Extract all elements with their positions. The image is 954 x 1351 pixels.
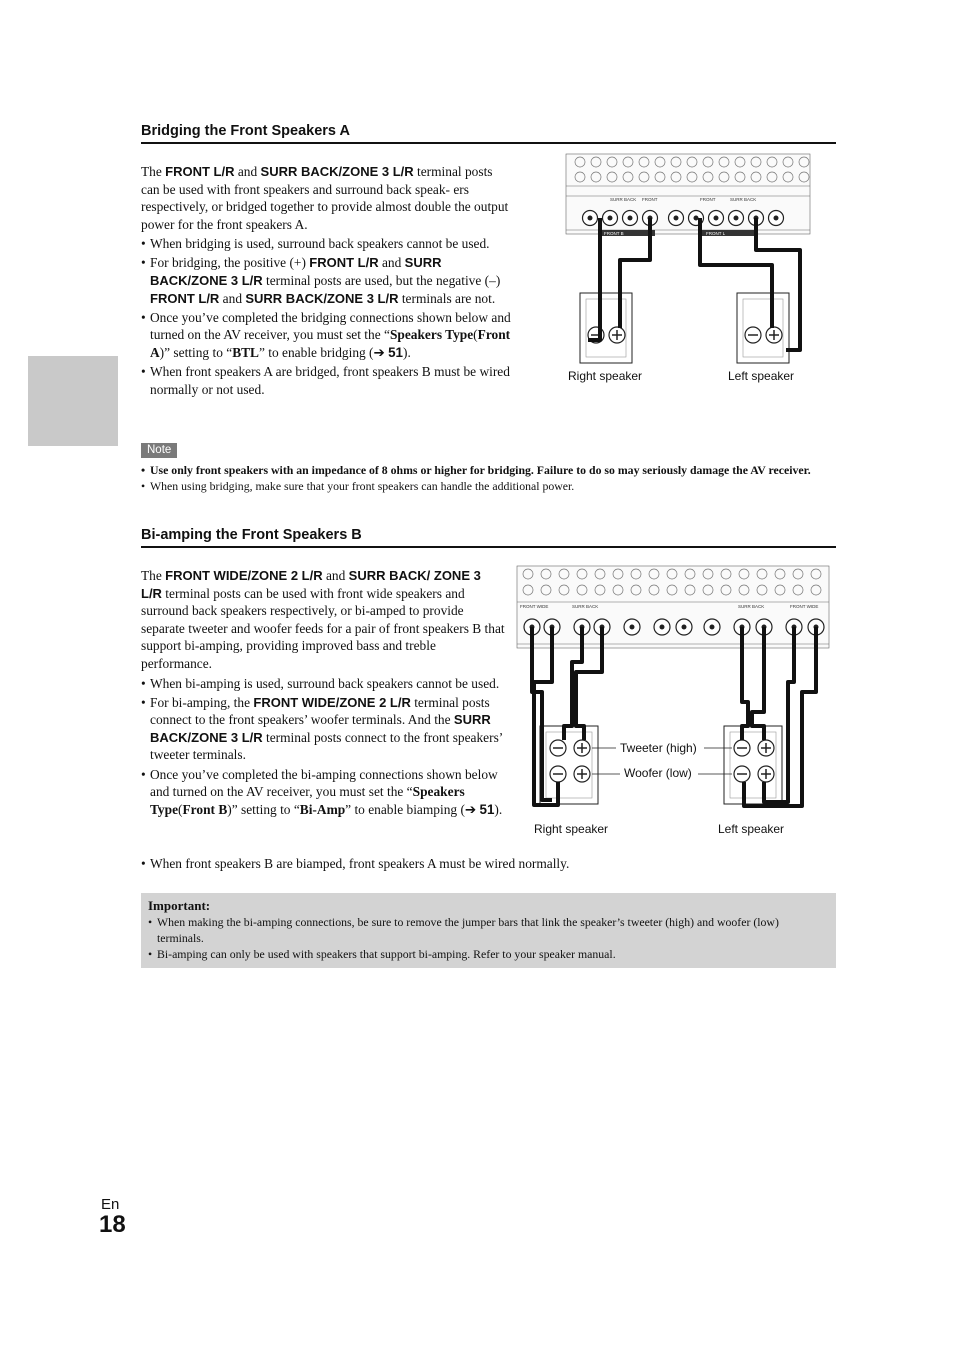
terminal-label-surr-back-b: SURR BACK bbox=[572, 604, 599, 609]
important-title: Important: bbox=[148, 898, 211, 913]
section-tab bbox=[28, 356, 118, 446]
terminal-label-front-wide: FRONT WIDE bbox=[520, 604, 549, 609]
tweeter-caption: Tweeter (high) bbox=[620, 741, 697, 755]
right-speaker-box bbox=[580, 293, 632, 363]
language-label: En bbox=[101, 1196, 120, 1213]
bridging-bullet-4: • When front speakers A are bridged, front speakers B must be wired normally or not used. bbox=[141, 363, 511, 398]
bridging-diagram bbox=[560, 150, 815, 370]
biamping-right-speaker-caption: Right speaker bbox=[534, 822, 609, 836]
bridging-right-speaker-caption: Right speaker bbox=[568, 369, 643, 383]
left-speaker-box bbox=[737, 293, 789, 363]
biamping-intro: The FRONT WIDE/ZONE 2 L/R and SURR BACK/ ZONE 3 L/R terminal posts can be used with front wide speakers and surround back speakers respectively, or bi-amped to provide separate tweeter and woofer feeds for a pair of front speakers B that support bi-amping, providing improved bass and treble performance. bbox=[141, 568, 505, 671]
left-speaker-box-b bbox=[724, 726, 782, 804]
important-item-2: • Bi-amping can only be used with speakers that support bi-amping. Refer to your speaker manual. bbox=[148, 946, 828, 962]
terminal-label-front: FRONT bbox=[642, 197, 658, 202]
terminal-label-front-2: FRONT bbox=[700, 197, 716, 202]
page-number: 18 bbox=[99, 1211, 126, 1238]
biamping-left-speaker-caption: Left speaker bbox=[718, 822, 785, 836]
biamping-bullet-3: • Once you’ve completed the bi-amping connections shown below and turned on the AV receiver, you must set the “Speakers Type(Front B)” setting to “Bi-Amp” to enable biamping (➔ 51). bbox=[141, 766, 505, 819]
bridging-intro: The FRONT L/R and SURR BACK/ZONE 3 L/R terminal posts can be used with front speakers and surround back speak- ers respectively, or bridged together to provide almost double the output power for the front speakers A. bbox=[141, 164, 509, 232]
bar-label-front-l: FRONT L bbox=[706, 231, 726, 236]
right-speaker-box-b bbox=[540, 726, 598, 804]
bridging-bullet-2: • For bridging, the positive (+) FRONT L/R and SURR BACK/ZONE 3 L/R terminal posts are used, but the negative (–) FRONT L/R and SURR BACK/ZONE 3 L/R terminals are not. bbox=[141, 254, 511, 307]
terminal-label-front-wide-2: FRONT WIDE bbox=[790, 604, 819, 609]
section-heading-biamping: Bi-amping the Front Speakers B bbox=[141, 527, 836, 548]
terminal-label-surr-back: SURR BACK bbox=[610, 197, 637, 202]
important-list bbox=[148, 914, 828, 962]
important-item-1: • When making the bi-amping connections, be sure to remove the jumper bars that link the speaker’s tweeter (high) and woofer (low) terminals. bbox=[148, 914, 828, 946]
bridging-text bbox=[141, 163, 511, 400]
bridging-left-speaker-caption: Left speaker bbox=[728, 369, 795, 383]
biamping-bullet-4-wrap bbox=[141, 855, 741, 874]
important-box bbox=[141, 893, 836, 968]
biamping-text bbox=[141, 567, 505, 820]
note-label: Note bbox=[141, 443, 177, 458]
terminal-label-surr-back-b2: SURR BACK bbox=[738, 604, 765, 609]
biamping-bullet-4: • When front speakers B are biamped, front speakers A must be wired normally. bbox=[141, 855, 741, 873]
terminal-label-surr-back-2: SURR BACK bbox=[730, 197, 757, 202]
section-heading-bridging: Bridging the Front Speakers A bbox=[141, 123, 836, 144]
note-list bbox=[141, 462, 831, 494]
bar-label-front-b: FRONT B bbox=[604, 231, 624, 236]
bridging-bullet-3: • Once you’ve completed the bridging connections shown below and turned on the AV receiver, you must set the “Speakers Type(Front A)” setting to “BTL” to enable bridging (➔ 51). bbox=[141, 309, 511, 362]
note-item-2: • When using bridging, make sure that your front speakers can handle the additional power. bbox=[141, 478, 831, 494]
bridging-bullet-1: • When bridging is used, surround back speakers cannot be used. bbox=[141, 235, 511, 253]
note-item-1: • Use only front speakers with an impedance of 8 ohms or higher for bridging. Failure to do so may seriously damage the AV receiver. bbox=[141, 462, 831, 478]
biamping-bullet-1: • When bi-amping is used, surround back speakers cannot be used. bbox=[141, 675, 505, 693]
woofer-caption: Woofer (low) bbox=[624, 766, 692, 780]
biamping-bullet-2: • For bi-amping, the FRONT WIDE/ZONE 2 L/R terminal posts connect to the front speakers’ woofer terminals. And the SURR BACK/ZONE 3 L/R terminal posts connect to the front speakers’ tweeter terminals. bbox=[141, 694, 505, 764]
